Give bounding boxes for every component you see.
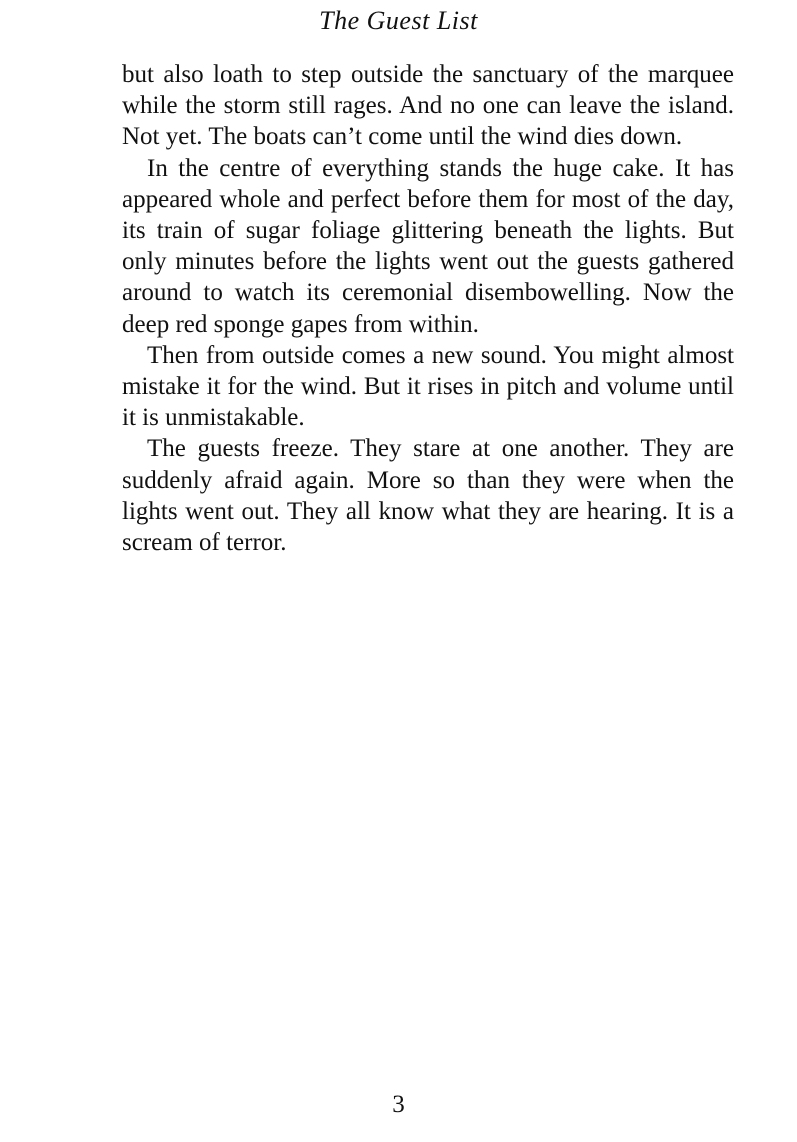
paragraph-new-sound: Then from outside comes a new sound. You might almost mistake it for the wind. But it rises in pitch and volume until it is unmistakable.: [122, 341, 734, 432]
paragraph-continued: but also loath to step outside the sanctuary of the marquee while the storm still rages. And no one can leave the island. Not yet. The boats can’t come until the wind dies down.: [122, 61, 734, 151]
body-text: [122, 59, 734, 558]
running-head-title: The Guest List: [319, 6, 478, 35]
paragraph-scream: The guests freeze. They stare at one another. They are suddenly afraid again. More so than they were when the lights went out. They all know what they are hearing. It is a scream of terror.: [122, 435, 734, 557]
page-number: 3: [392, 1091, 405, 1118]
paragraph-cake: In the centre of everything stands the huge cake. It has appeared whole and perfect before them for most of the day, its train of sugar foliage glittering beneath the lights. But only minutes before the lights went out the guests gathered around to watch its ceremonial disembowelling. Now the deep red sponge gapes from within.: [122, 154, 734, 338]
